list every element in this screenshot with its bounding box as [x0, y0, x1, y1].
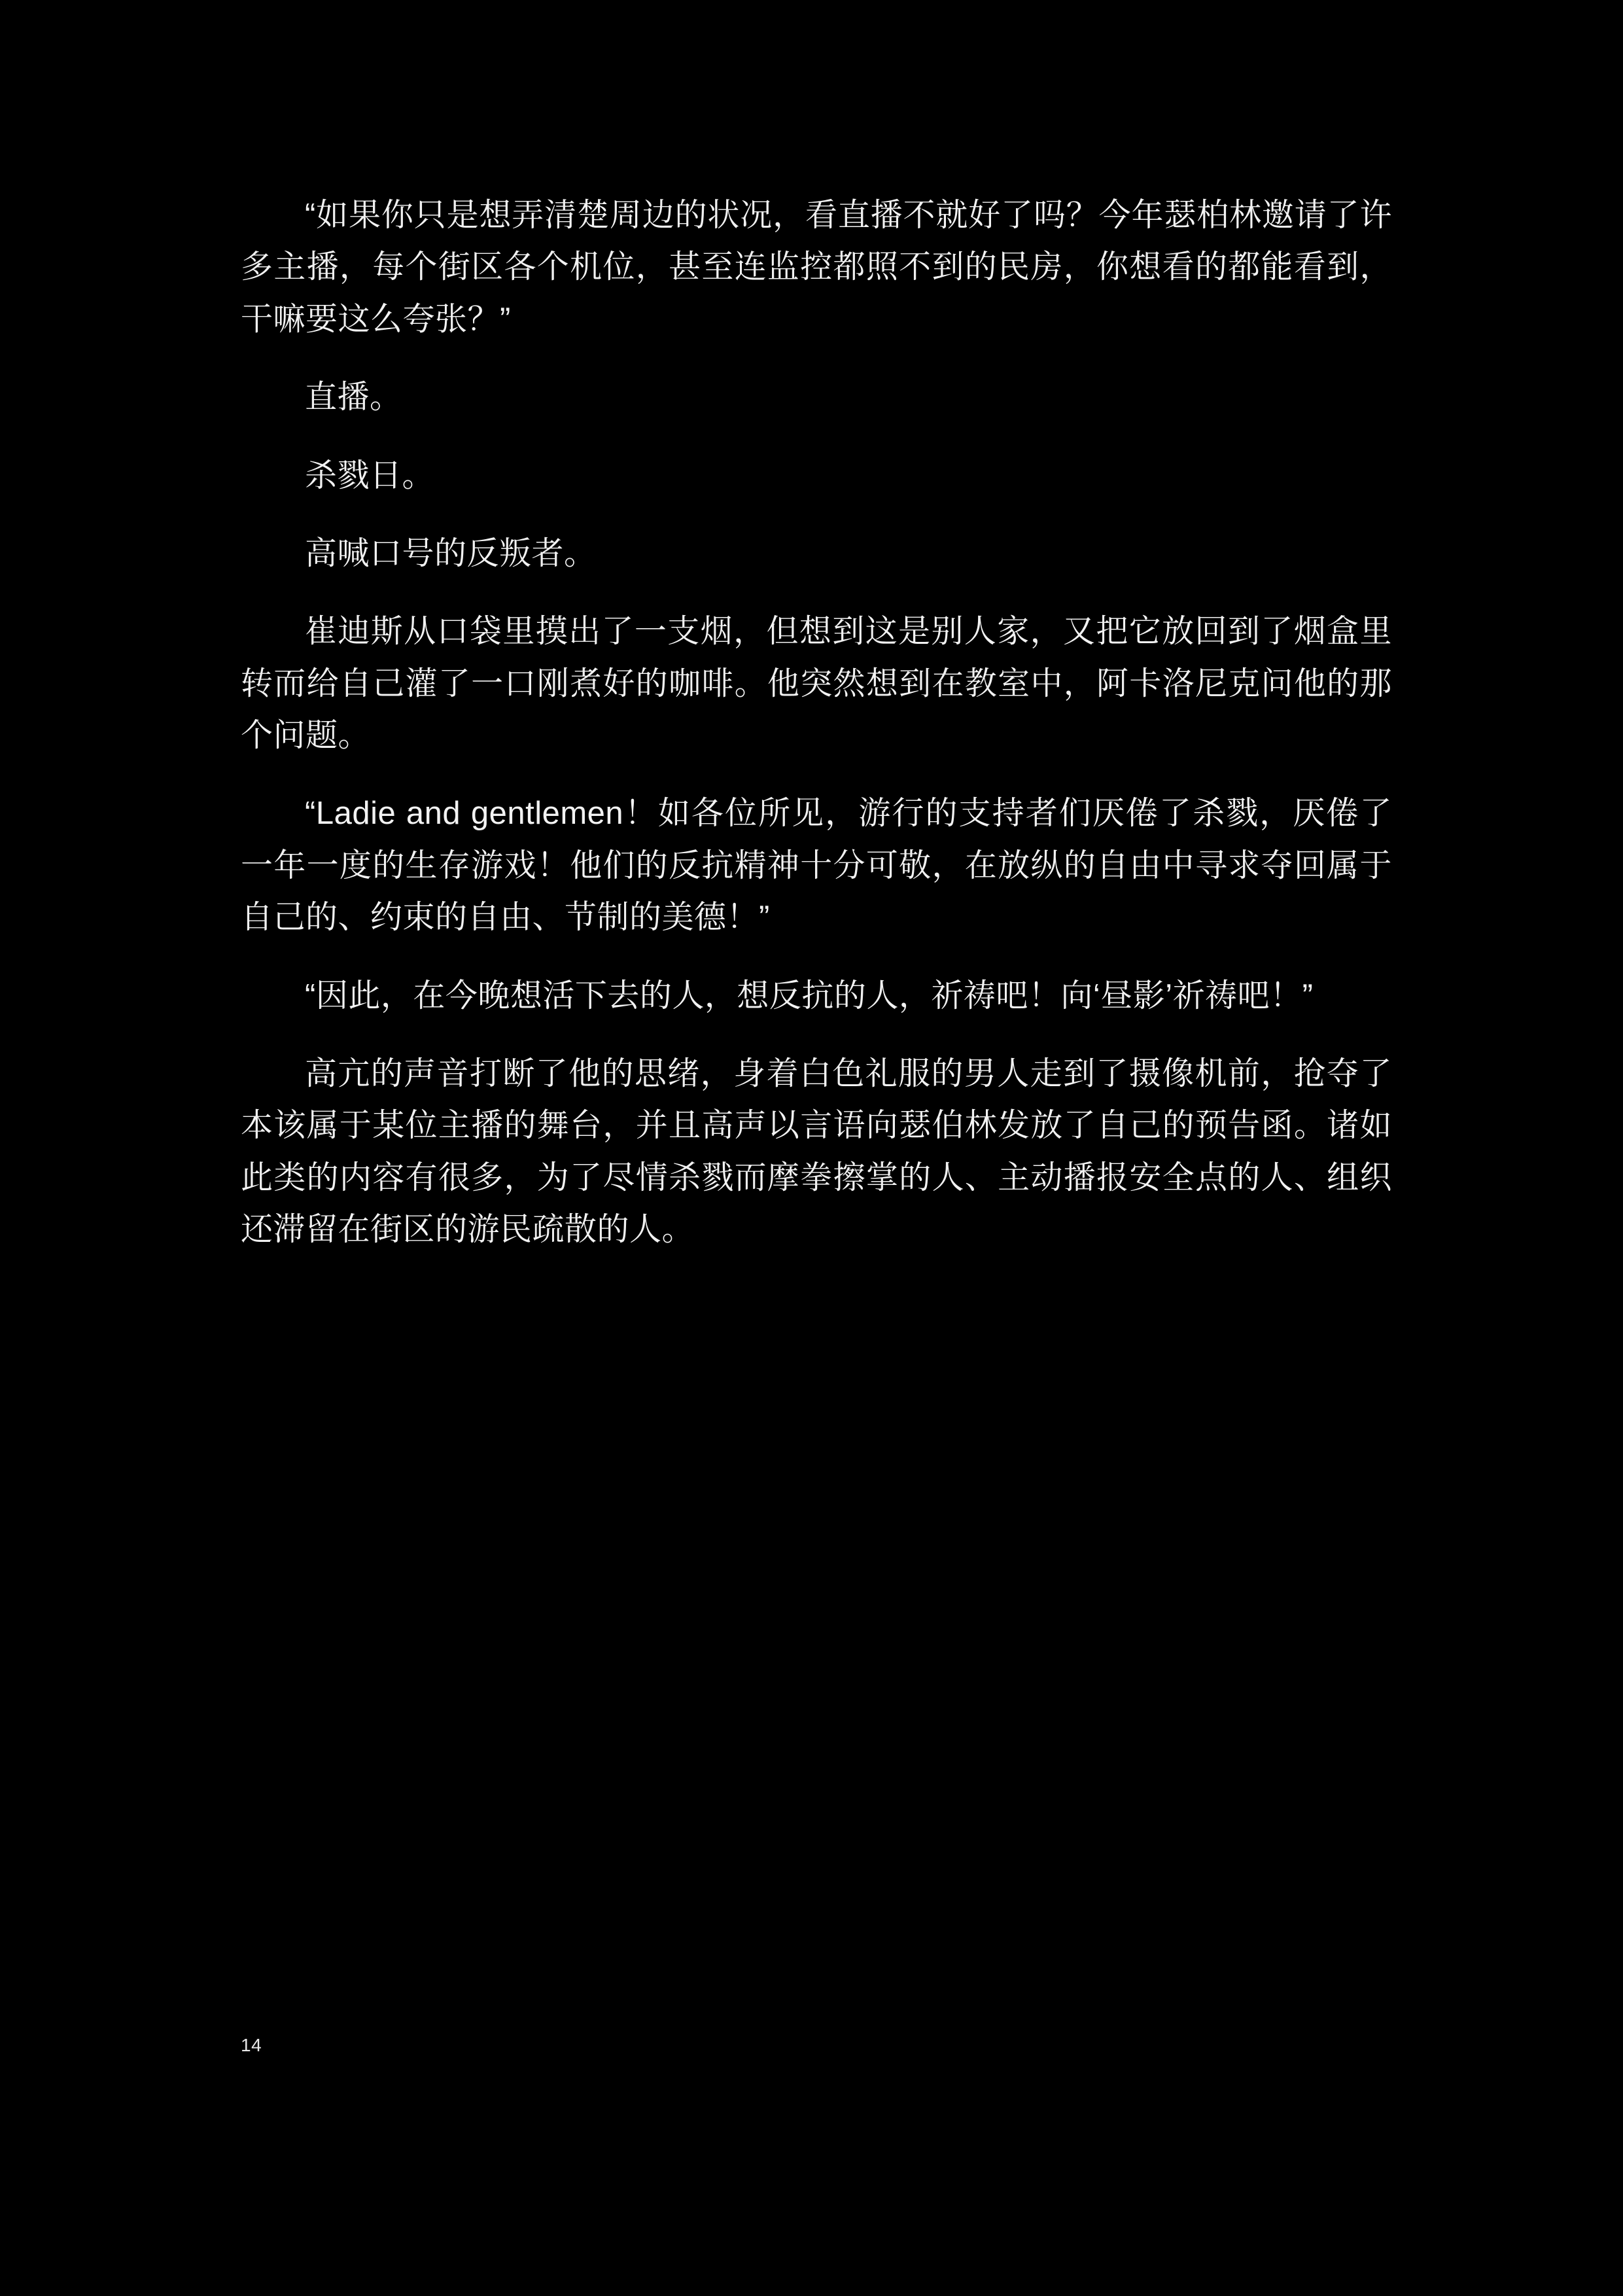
paragraph: 高亢的声音打断了他的思绪，身着白色礼服的男人走到了摄像机前，抢夺了本该属于某位主播的舞台，并且高声以言语向瑟伯林发放了自己的预告函。诸如此类的内容有很多，为了尽情杀戮而摩拳擦掌的人、主动播报安全点的人、组织还滞留在街区的游民疏散的人。 — [241, 1055, 1392, 1247]
paragraph: 高喊口号的反叛者。 — [305, 535, 597, 571]
paragraph: 杀戮日。 — [305, 457, 435, 493]
page-body — [241, 190, 1392, 1256]
paragraph: “如果你只是想弄清楚周边的状况，看直播不就好了吗？今年瑟柏林邀请了许多主播，每个街区各个机位，甚至连监控都照不到的民房，你想看的都能看到，干嘛要这么夸张？” — [241, 198, 1392, 337]
paragraph: 崔迪斯从口袋里摸出了一支烟，但想到这是别人家，又把它放回到了烟盒里转而给自己灌了一口刚煮好的咖啡。他突然想到在教室中，阿卡洛尼克问他的那个问题。 — [241, 614, 1392, 753]
paragraph: “因此，在今晚想活下去的人，想反抗的人，祈祷吧！向‘昼影’祈祷吧！” — [305, 978, 1314, 1014]
paragraph: “Ladie and gentlemen！如各位所见，游行的支持者们厌倦了杀戮，厌倦了一年一度的生存游戏！他们的反抗精神十分可敬，在放纵的自由中寻求夺回属于自己的、约束的自由、节制的美德！” — [241, 796, 1392, 936]
page-number: 14 — [241, 2035, 262, 2055]
paragraph: 直播。 — [305, 380, 402, 415]
